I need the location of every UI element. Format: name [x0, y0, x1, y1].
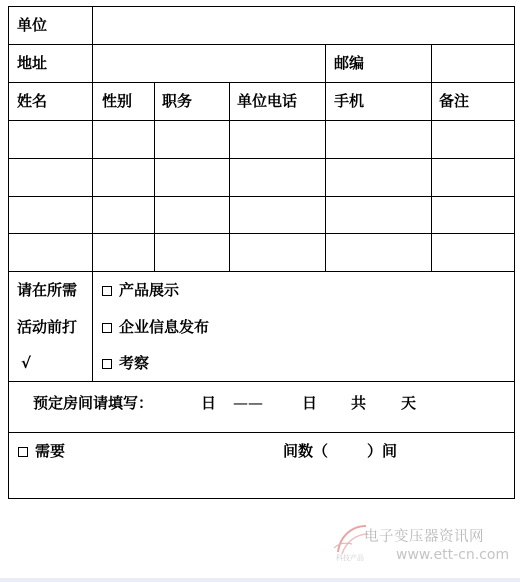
booking-day-start: 日 — [201, 394, 217, 412]
column-header-office-phone: 单位电话 — [237, 92, 298, 110]
table-row[interactable] — [9, 159, 514, 196]
room-count-field[interactable] — [345, 437, 367, 463]
activity-option-info-release[interactable]: 企业信息发布 — [102, 318, 209, 336]
row-divider — [9, 271, 514, 272]
table-row[interactable] — [9, 197, 514, 233]
row-divider — [9, 82, 514, 83]
room-count-suffix: ）间 — [367, 442, 398, 460]
activity-prompt-checkmark: √ — [21, 354, 32, 372]
row-divider — [9, 432, 514, 433]
address-label: 地址 — [17, 54, 48, 72]
watermark-logo-text: 科技产品 — [336, 554, 364, 562]
activity-prompt-line-2: 活动前打 — [17, 318, 78, 336]
row-divider — [9, 381, 514, 382]
column-header-position: 职务 — [162, 92, 193, 110]
checkbox[interactable] — [102, 359, 112, 369]
table-row[interactable] — [9, 234, 514, 271]
postcode-field[interactable] — [432, 45, 514, 82]
booking-dash: —— — [233, 394, 263, 412]
watermark-url: www.ett-cn.com — [396, 547, 510, 563]
column-header-mobile: 手机 — [334, 92, 365, 110]
column-header-gender: 性别 — [102, 92, 133, 110]
bottom-strip — [0, 578, 520, 582]
need-option[interactable]: 需要 — [18, 442, 65, 460]
postcode-label: 邮编 — [334, 54, 365, 72]
watermark — [330, 522, 515, 570]
activity-option-product-display[interactable]: 产品展示 — [102, 281, 179, 299]
booking-day-end: 日 — [302, 394, 318, 412]
booking-total: 共 — [351, 394, 367, 412]
watermark-site-name: 电子变压器资讯网 — [364, 529, 484, 545]
table-row[interactable] — [9, 121, 514, 158]
column-header-remarks: 备注 — [439, 92, 470, 110]
activity-option-inspection[interactable]: 考察 — [102, 354, 149, 372]
address-field[interactable] — [93, 45, 325, 82]
registration-form — [8, 6, 515, 499]
checkbox[interactable] — [102, 286, 112, 296]
unit-field[interactable] — [93, 7, 514, 44]
activity-prompt-line-1: 请在所需 — [17, 281, 78, 299]
checkbox[interactable] — [18, 447, 28, 457]
unit-label: 单位 — [17, 16, 48, 34]
booking-prompt: 预定房间请填写： — [33, 394, 154, 412]
room-count-prefix: 间数（ — [283, 442, 329, 460]
checkbox[interactable] — [102, 323, 112, 333]
column-header-name: 姓名 — [17, 92, 48, 110]
booking-days: 天 — [401, 394, 417, 412]
